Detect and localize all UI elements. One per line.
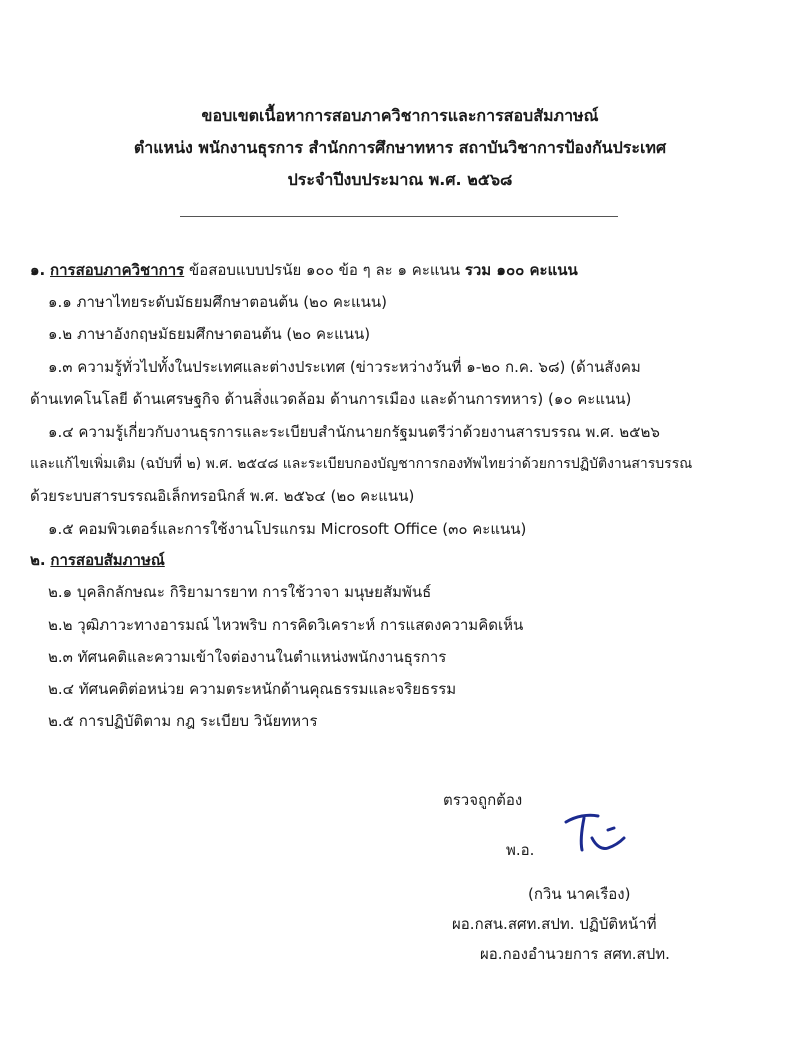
signer-position-2: ผอ.กองอำนวยการ สศท.สปท. bbox=[480, 945, 670, 963]
section1-item3-line1: ๑.๓ ความรู้ทั่วไปทั้งในประเทศและต่างประเทศ (ข่าวระหว่างวันที่ ๑-๒๐ ก.ค. ๖๘) (ด้านสังคม bbox=[48, 358, 641, 376]
section1-item3-line2: ด้านเทคโนโลยี ด้านเศรษฐกิจ ด้านสิ่งแวดล้อม ด้านการเมือง และด้านการทหาร) (๑๐ คะแนน) bbox=[30, 390, 632, 408]
section2-item2: ๒.๒ วุฒิภาวะทางอารมณ์ ไหวพริบ การคิดวิเคราะห์ การแสดงความคิดเห็น bbox=[48, 616, 524, 634]
section2-item1: ๒.๑ บุคลิกลักษณะ กิริยามารยาท การใช้วาจา มนุษยสัมพันธ์ bbox=[48, 583, 432, 601]
signer-rank: พ.อ. bbox=[506, 841, 535, 859]
section2-item5: ๒.๕ การปฏิบัติตาม กฎ ระเบียบ วินัยทหาร bbox=[48, 712, 318, 730]
section2-title: การสอบสัมภาษณ์ bbox=[50, 551, 165, 569]
section1-item4-line1: ๑.๔ ความรู้เกี่ยวกับงานธุรการและระเบียบสำนักนายกรัฐมนตรีว่าด้วยงานสารบรรณ พ.ศ. ๒๕๒๖ bbox=[48, 423, 660, 441]
section1-item5: ๑.๕ คอมพิวเตอร์และการใช้งานโปรแกรม Microsoft Office (๓๐ คะแนน) bbox=[48, 520, 527, 538]
section1-item4-line3: ด้วยระบบสารบรรณอิเล็กทรอนิกส์ พ.ศ. ๒๕๖๔ (๒๐ คะแนน) bbox=[30, 487, 415, 505]
section1-item1: ๑.๑ ภาษาไทยระดับมัธยมศึกษาตอนต้น (๒๐ คะแนน) bbox=[48, 293, 387, 311]
document-header bbox=[0, 100, 800, 196]
section1-description: ข้อสอบแบบปรนัย ๑๐๐ ข้อ ๆ ละ ๑ คะแนน bbox=[184, 261, 465, 279]
header-position: ตำแหน่ง พนักงานธุรการ สำนักการศึกษาทหาร สถาบันวิชาการป้องกันประเทศ bbox=[133, 138, 667, 157]
section1-title: การสอบภาควิชาการ bbox=[50, 261, 185, 279]
signer-position-1: ผอ.กสน.สศท.สปท. ปฏิบัติหน้าที่ bbox=[452, 915, 657, 933]
verified-label: ตรวจถูกต้อง bbox=[443, 791, 523, 809]
signer-name: (กวิน นาคเรือง) bbox=[528, 885, 631, 903]
handwritten-signature bbox=[562, 808, 632, 856]
section1-number: ๑. bbox=[30, 261, 46, 279]
section1-item4-line2: และแก้ไขเพิ่มเติม (ฉบับที่ ๒) พ.ศ. ๒๕๔๘ และระเบียบกองบัญชาการกองทัพไทยว่าด้วยการปฏิบัติงานสารบรรณ bbox=[30, 456, 693, 472]
header-divider bbox=[180, 216, 618, 217]
section2-item4: ๒.๔ ทัศนคติต่อหน่วย ความตระหนักด้านคุณธรรมและจริยธรรม bbox=[48, 680, 457, 698]
section1-total: รวม ๑๐๐ คะแนน bbox=[464, 261, 578, 279]
section1-item2: ๑.๒ ภาษาอังกฤษมัธยมศึกษาตอนต้น (๒๐ คะแนน) bbox=[48, 325, 371, 343]
header-title: ขอบเขตเนื้อหาการสอบภาควิชาการและการสอบสัมภาษณ์ bbox=[201, 106, 599, 125]
section2-item3: ๒.๓ ทัศนคติและความเข้าใจต่องานในตำแหน่งพนักงานธุรการ bbox=[48, 648, 447, 666]
section1-heading bbox=[30, 260, 578, 280]
section2-heading bbox=[30, 550, 165, 570]
header-fiscal-year: ประจำปีงบประมาณ พ.ศ. ๒๕๖๘ bbox=[287, 170, 513, 189]
section2-number: ๒. bbox=[30, 551, 46, 569]
